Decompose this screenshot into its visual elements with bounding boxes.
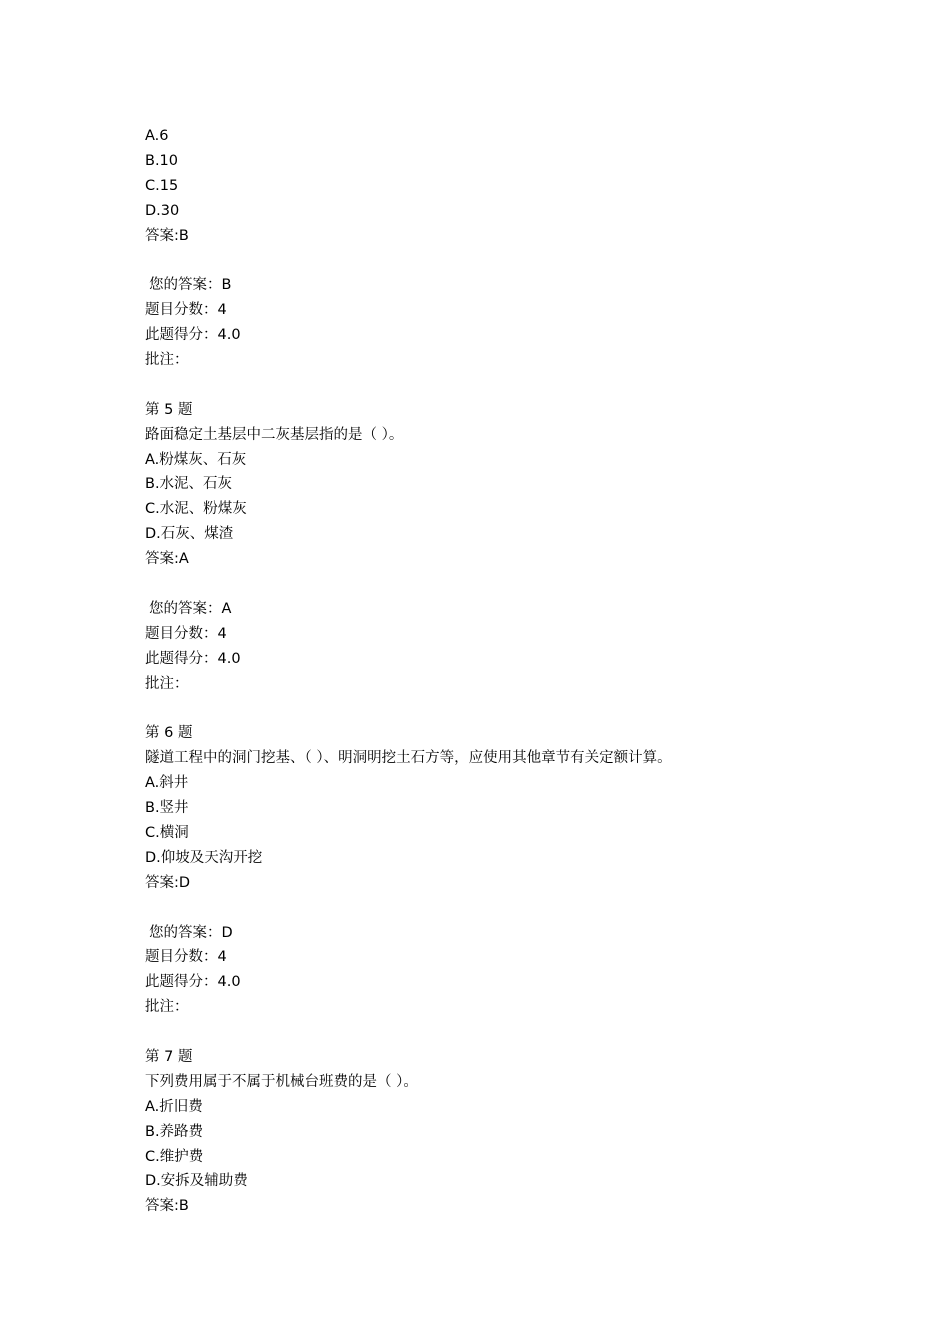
correct-answer: 答案:A — [145, 551, 189, 568]
question-number: 第 5 题 — [145, 401, 193, 418]
comment-label: 批注： — [145, 999, 189, 1016]
option-d: D.石灰、煤渣 — [145, 526, 234, 543]
spacer — [145, 248, 845, 273]
option-b: B.养路费 — [145, 1123, 204, 1140]
comment-label: 批注： — [145, 352, 189, 369]
comment-label: 批注： — [145, 675, 189, 692]
option-d: D.仰坡及天沟开挖 — [145, 849, 263, 866]
question-block-5 — [145, 398, 845, 722]
document-page — [145, 124, 845, 1219]
question-text: 隧道工程中的洞门挖基、（ ）、明洞明挖土石方等，应使用其他章节有关定额计算。 — [145, 750, 672, 767]
question-text: 路面稳定土基层中二灰基层指的是（ ）。 — [145, 426, 404, 443]
spacer — [145, 572, 845, 597]
option-c: C.15 — [145, 177, 179, 194]
question-block-7 — [145, 1045, 845, 1219]
option-a: A.斜井 — [145, 775, 189, 792]
question-number: 第 7 题 — [145, 1048, 193, 1065]
spacer — [145, 1020, 845, 1045]
question-score: 题目分数：4 — [145, 302, 227, 319]
correct-answer: 答案:D — [145, 874, 191, 891]
question-block-6 — [145, 721, 845, 1045]
option-a: A.粉煤灰、石灰 — [145, 451, 247, 468]
your-answer: 您的答案：B — [149, 277, 232, 294]
question-number: 第 6 题 — [145, 725, 193, 742]
option-c: C.维护费 — [145, 1148, 204, 1165]
option-a: A.折旧费 — [145, 1098, 203, 1115]
option-a: A.6 — [145, 128, 169, 144]
correct-answer: 答案:B — [145, 227, 189, 244]
option-c: C.横洞 — [145, 824, 189, 841]
earned-score: 此题得分：4.0 — [145, 650, 241, 667]
option-b: B.竖井 — [145, 800, 189, 817]
your-answer: 您的答案：A — [149, 600, 232, 617]
question-block-4 — [145, 124, 845, 398]
option-b: B.10 — [145, 152, 179, 169]
spacer — [145, 696, 845, 721]
option-d: D.30 — [145, 202, 180, 219]
question-score: 题目分数：4 — [145, 949, 227, 966]
spacer — [145, 373, 845, 398]
question-score: 题目分数：4 — [145, 625, 227, 642]
option-c: C.水泥、粉煤灰 — [145, 501, 247, 518]
earned-score: 此题得分：4.0 — [145, 974, 241, 991]
earned-score: 此题得分：4.0 — [145, 327, 241, 344]
question-text: 下列费用属于不属于机械台班费的是（ ）。 — [145, 1073, 418, 1090]
option-b: B.水泥、石灰 — [145, 476, 233, 493]
option-d: D.安拆及辅助费 — [145, 1173, 248, 1190]
spacer — [145, 896, 845, 921]
your-answer: 您的答案：D — [149, 924, 233, 941]
correct-answer: 答案:B — [145, 1198, 189, 1215]
